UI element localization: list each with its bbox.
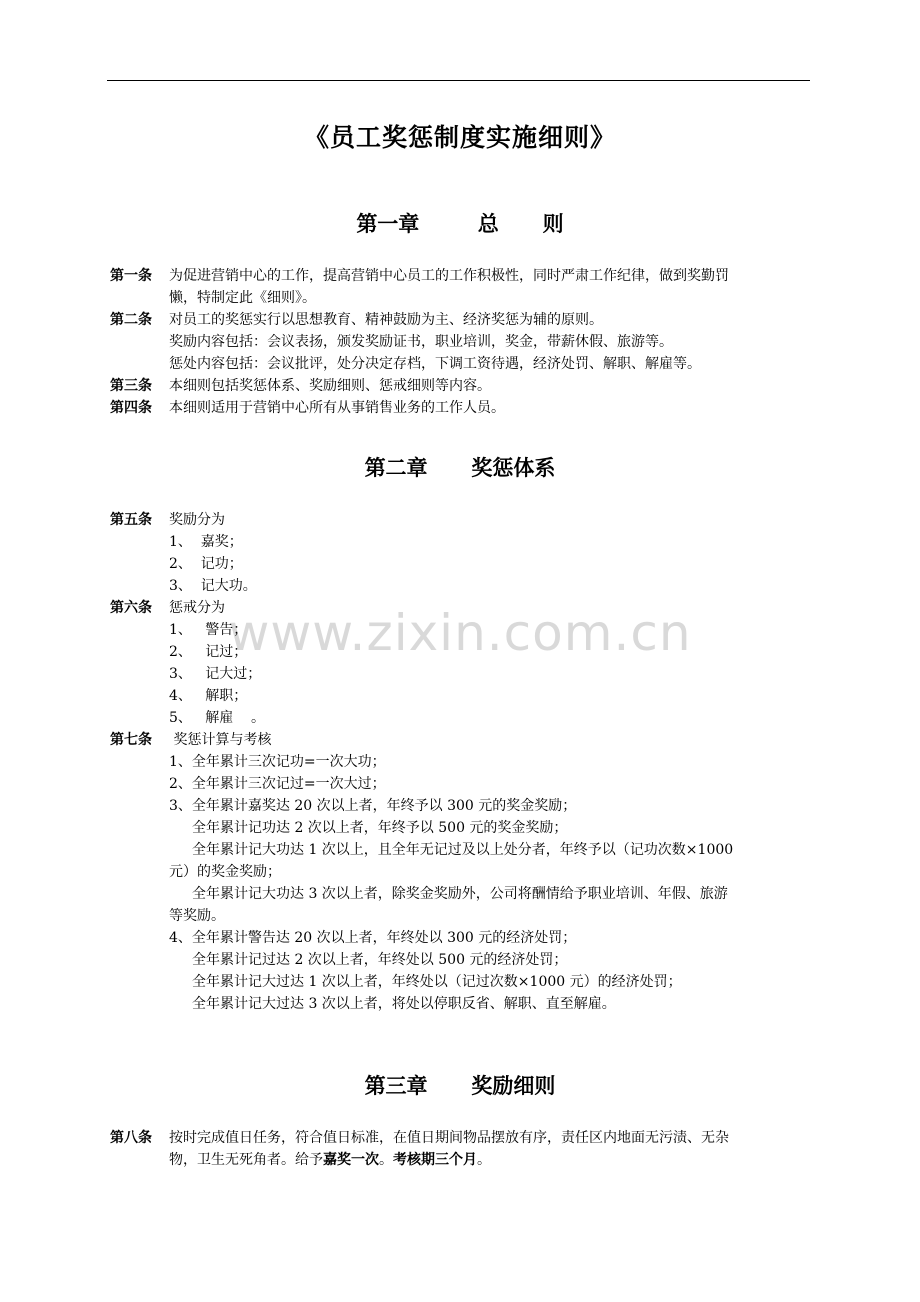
document-title: 《员工奖惩制度实施细则》 bbox=[303, 123, 616, 152]
rule-item: 4、全年累计警告达 20 次以上者，年终处以 300 元的经济处罚； bbox=[169, 930, 577, 946]
article-3-label: 第三条 bbox=[110, 378, 152, 394]
article-5-label: 第五条 bbox=[110, 512, 152, 528]
list-item: 4、 解职； bbox=[169, 688, 248, 704]
rule-item: 全年累计记大过达 1 次以上者，年终处以（记过次数×1000 元）的经济处罚； bbox=[192, 974, 682, 990]
rule-item: 1、全年累计三次记功=一次大功； bbox=[169, 754, 386, 770]
list-item: 2、 记过； bbox=[169, 644, 248, 660]
assessment-period-emphasis: 考核期三个月 bbox=[393, 1152, 477, 1168]
rule-item: 全年累计记大功达 1 次以上，且全年无记过及以上处分者，年终予以（记功次数×1000 bbox=[192, 842, 734, 858]
header-rule bbox=[107, 80, 810, 81]
rule-item: 全年累计记大过达 3 次以上者，将处以停职反省、解职、直至解雇。 bbox=[192, 996, 616, 1012]
article-8-text bbox=[169, 1149, 491, 1171]
award-emphasis: 嘉奖一次 bbox=[323, 1152, 379, 1168]
article-5-text: 奖励分为 bbox=[169, 512, 225, 528]
article-8-text-part: 。 bbox=[477, 1152, 491, 1168]
article-8-text-part: 物，卫生无死角者。给予 bbox=[169, 1152, 323, 1168]
article-1-text: 为促进营销中心的工作，提高营销中心员工的工作积极性，同时严肃工作纪律，做到奖勤罚 bbox=[169, 268, 729, 284]
list-item: 3、 记大过； bbox=[169, 666, 262, 682]
chapter-1-heading: 第一章 总 则 bbox=[356, 211, 564, 236]
article-8-label: 第八条 bbox=[110, 1130, 152, 1146]
article-2-text: 对员工的奖惩实行以思想教育、精神鼓励为主、经济奖惩为辅的原则。 bbox=[169, 312, 603, 328]
article-2-text: 奖励内容包括：会议表扬，颁发奖励证书，职业培训，奖金，带薪休假、旅游等。 bbox=[169, 334, 673, 350]
article-2-text: 惩处内容包括：会议批评，处分决定存档，下调工资待遇，经济处罚、解职、解雇等。 bbox=[169, 356, 701, 372]
rule-item: 等奖励。 bbox=[169, 908, 225, 924]
article-8-text: 按时完成值日任务，符合值日标准，在值日期间物品摆放有序，责任区内地面无污渍、无杂 bbox=[169, 1130, 729, 1146]
article-1-label: 第一条 bbox=[110, 268, 152, 284]
article-3-text: 本细则包括奖惩体系、奖励细则、惩戒细则等内容。 bbox=[169, 378, 491, 394]
rule-item: 元）的奖金奖励； bbox=[169, 864, 281, 880]
article-4-text: 本细则适用于营销中心所有从事销售业务的工作人员。 bbox=[169, 400, 505, 416]
article-2-label: 第二条 bbox=[110, 312, 152, 328]
rule-item: 2、全年累计三次记过=一次大过； bbox=[169, 776, 386, 792]
list-item: 3、 记大功。 bbox=[169, 578, 257, 594]
article-1-text: 懒，特制定此《细则》。 bbox=[169, 290, 316, 306]
list-item: 1、 警告； bbox=[169, 622, 248, 638]
article-4-label: 第四条 bbox=[110, 400, 152, 416]
rule-item: 3、全年累计嘉奖达 20 次以上者，年终予以 300 元的奖金奖励； bbox=[169, 798, 577, 814]
article-7-label: 第七条 bbox=[110, 732, 152, 748]
rule-item: 全年累计记过达 2 次以上者，年终处以 500 元的经济处罚； bbox=[192, 952, 568, 968]
chapter-2-heading: 第二章 奖惩体系 bbox=[364, 455, 556, 480]
watermark: www.zixin.com.cn bbox=[228, 604, 692, 662]
chapter-3-heading: 第三章 奖励细则 bbox=[364, 1073, 556, 1098]
article-6-text: 惩戒分为 bbox=[169, 600, 225, 616]
list-item: 5、 解雇 。 bbox=[169, 710, 266, 726]
article-8-text-part: 。 bbox=[379, 1152, 393, 1168]
article-7-text: 奖惩计算与考核 bbox=[169, 732, 272, 748]
article-6-label: 第六条 bbox=[110, 600, 152, 616]
rule-item: 全年累计记功达 2 次以上者，年终予以 500 元的奖金奖励； bbox=[192, 820, 568, 836]
list-item: 2、 记功； bbox=[169, 556, 243, 572]
list-item: 1、 嘉奖； bbox=[169, 534, 243, 550]
rule-item: 全年累计记大功达 3 次以上者，除奖金奖励外，公司将酬情给予职业培训、年假、旅游 bbox=[192, 886, 728, 902]
